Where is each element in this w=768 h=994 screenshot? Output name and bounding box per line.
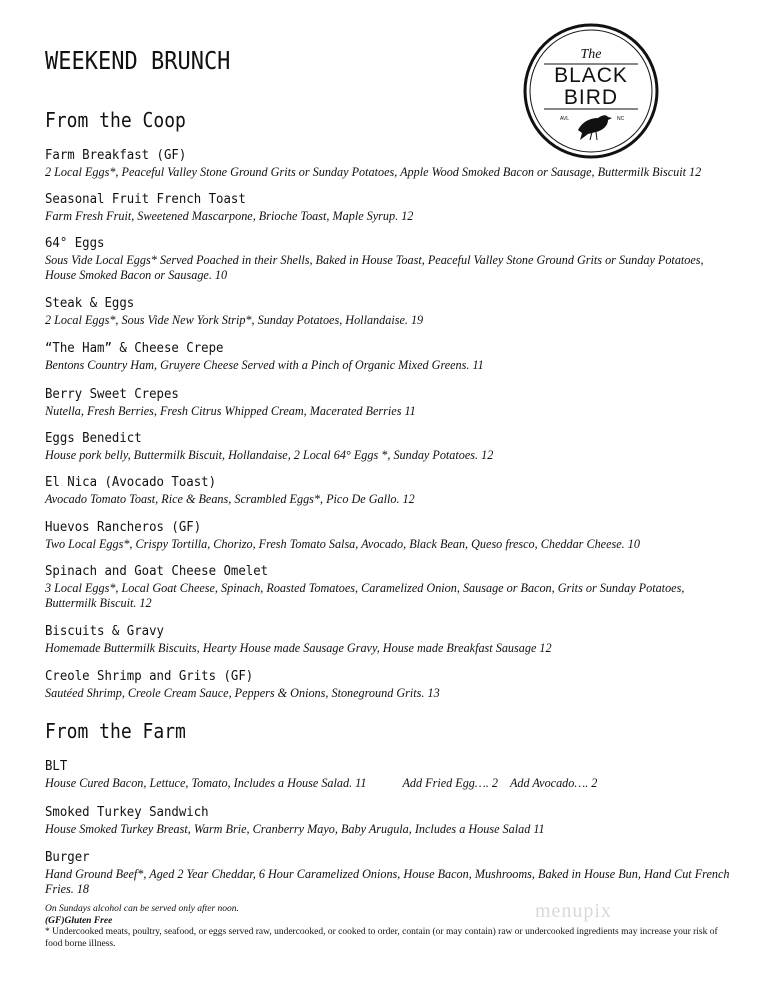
- item-desc: House pork belly, Buttermilk Biscuit, Hollandaise, 2 Local 64° Eggs *, Sunday Potatoes. 12: [45, 448, 494, 462]
- item-desc: Farm Fresh Fruit, Sweetened Mascarpone, Brioche Toast, Maple Syrup. 12: [45, 209, 414, 223]
- item-name: Seasonal Fruit French Toast: [45, 192, 246, 207]
- item-desc: Nutella, Fresh Berries, Fresh Citrus Whipped Cream, Macerated Berries 11: [45, 404, 416, 418]
- item-name: Steak & Eggs: [45, 296, 135, 311]
- item-desc: Sautéed Shrimp, Creole Cream Sauce, Peppers & Onions, Stoneground Grits. 13: [45, 686, 440, 700]
- logo-right-tag: NC: [617, 116, 625, 122]
- item-desc: Bentons Country Ham, Gruyere Cheese Served with a Pinch of Organic Mixed Greens. 11: [45, 358, 484, 372]
- menu-item: [45, 563, 735, 611]
- item-desc: House Smoked Turkey Breast, Warm Brie, Cranberry Mayo, Baby Arugula, Includes a House Salad 11: [45, 822, 545, 836]
- item-desc: 2 Local Eggs*, Sous Vide New York Strip*, Sunday Potatoes, Hollandaise. 19: [45, 313, 424, 327]
- item-desc: Homemade Buttermilk Biscuits, Hearty House made Sausage Gravy, House made Breakfast Sausage 12: [45, 641, 552, 655]
- item-name: Smoked Turkey Sandwich: [45, 805, 209, 820]
- logo-the: The: [580, 47, 602, 62]
- item-name: Eggs Benedict: [45, 431, 142, 446]
- undercooked-warning: * Undercooked meats, poultry, seafood, or eggs served raw, undercooked, or cooked to order, contain (or may contain) raw or undercooked ingredients may increase your risk of food borne illness.: [45, 927, 718, 949]
- item-name: “The Ham” & Cheese Crepe: [45, 341, 224, 356]
- section-title-coop: From the Coop: [45, 108, 186, 132]
- item-name: Burger: [45, 850, 90, 865]
- menu-item: [45, 147, 735, 180]
- page-title: WEEKEND BRUNCH: [45, 46, 231, 75]
- menu-item: [45, 235, 735, 283]
- black-bird-logo: [522, 22, 660, 160]
- menu-item: [45, 430, 735, 463]
- logo-bird: BIRD: [563, 86, 619, 109]
- menu-item: [45, 623, 735, 656]
- menu-item: [45, 474, 735, 507]
- gf-legend: (GF)Gluten Free: [45, 915, 113, 926]
- menu-item: [45, 386, 735, 419]
- menu-item: [45, 191, 735, 224]
- menu-item: [45, 668, 735, 701]
- alcohol-note: On Sundays alcohol can be served only after noon.: [45, 904, 239, 914]
- watermark: menupix: [535, 900, 612, 922]
- item-desc: Two Local Eggs*, Crispy Tortilla, Chorizo, Fresh Tomato Salsa, Avocado, Black Bean, Queso fresco, Cheddar Cheese. 10: [45, 537, 640, 551]
- menu-item: [45, 340, 735, 373]
- blt-addon-egg: Add Fried Egg…. 2: [402, 776, 498, 790]
- item-name: 64° Eggs: [45, 236, 105, 251]
- item-name: BLT: [45, 759, 68, 774]
- item-name: Huevos Rancheros (GF): [45, 520, 202, 535]
- item-name: Farm Breakfast (GF): [45, 148, 187, 163]
- logo-black: BLACK: [554, 64, 628, 87]
- menu-item: [45, 804, 735, 837]
- item-name: El Nica (Avocado Toast): [45, 475, 217, 490]
- menu-item: [45, 295, 735, 328]
- section-title-farm: From the Farm: [45, 719, 186, 743]
- item-name: Spinach and Goat Cheese Omelet: [45, 564, 269, 579]
- item-desc: 3 Local Eggs*, Local Goat Cheese, Spinach, Roasted Tomatoes, Caramelized Onion, Sausage or Bacon, Grits or Sunday Potatoes, Buttermilk Biscuit. 12: [45, 581, 685, 610]
- item-name: Biscuits & Gravy: [45, 624, 164, 639]
- item-name: Creole Shrimp and Grits (GF): [45, 669, 254, 684]
- blt-addon-avocado: Add Avocado…. 2: [509, 776, 598, 790]
- item-desc: Hand Ground Beef*, Aged 2 Year Cheddar, 6 Hour Caramelized Onions, House Bacon, Mushrooms, Baked in House Bun, Hand Cut French Fries. 18: [45, 867, 730, 896]
- logo-left-tag: AVL: [560, 116, 570, 122]
- item-desc: [45, 776, 735, 791]
- item-name: Berry Sweet Crepes: [45, 387, 179, 402]
- footer-notes: [45, 904, 725, 950]
- item-desc: Sous Vide Local Eggs* Served Poached in their Shells, Baked in House Toast, Peaceful Valley Stone Ground Grits or Sunday Potatoes, House Smoked Bacon or Sausage. 10: [45, 253, 704, 282]
- menu-item-blt: [45, 758, 735, 791]
- bird-icon: [578, 115, 612, 140]
- item-desc: 2 Local Eggs*, Peaceful Valley Stone Ground Grits or Sunday Potatoes, Apple Wood Smoked Bacon or Sausage, Buttermilk Biscuit 12: [45, 165, 702, 179]
- menu-item: [45, 849, 735, 897]
- blt-desc: House Cured Bacon, Lettuce, Tomato, Includes a House Salad. 11: [45, 776, 367, 790]
- item-desc: Avocado Tomato Toast, Rice & Beans, Scrambled Eggs*, Pico De Gallo. 12: [45, 492, 415, 506]
- menu-item: [45, 519, 735, 552]
